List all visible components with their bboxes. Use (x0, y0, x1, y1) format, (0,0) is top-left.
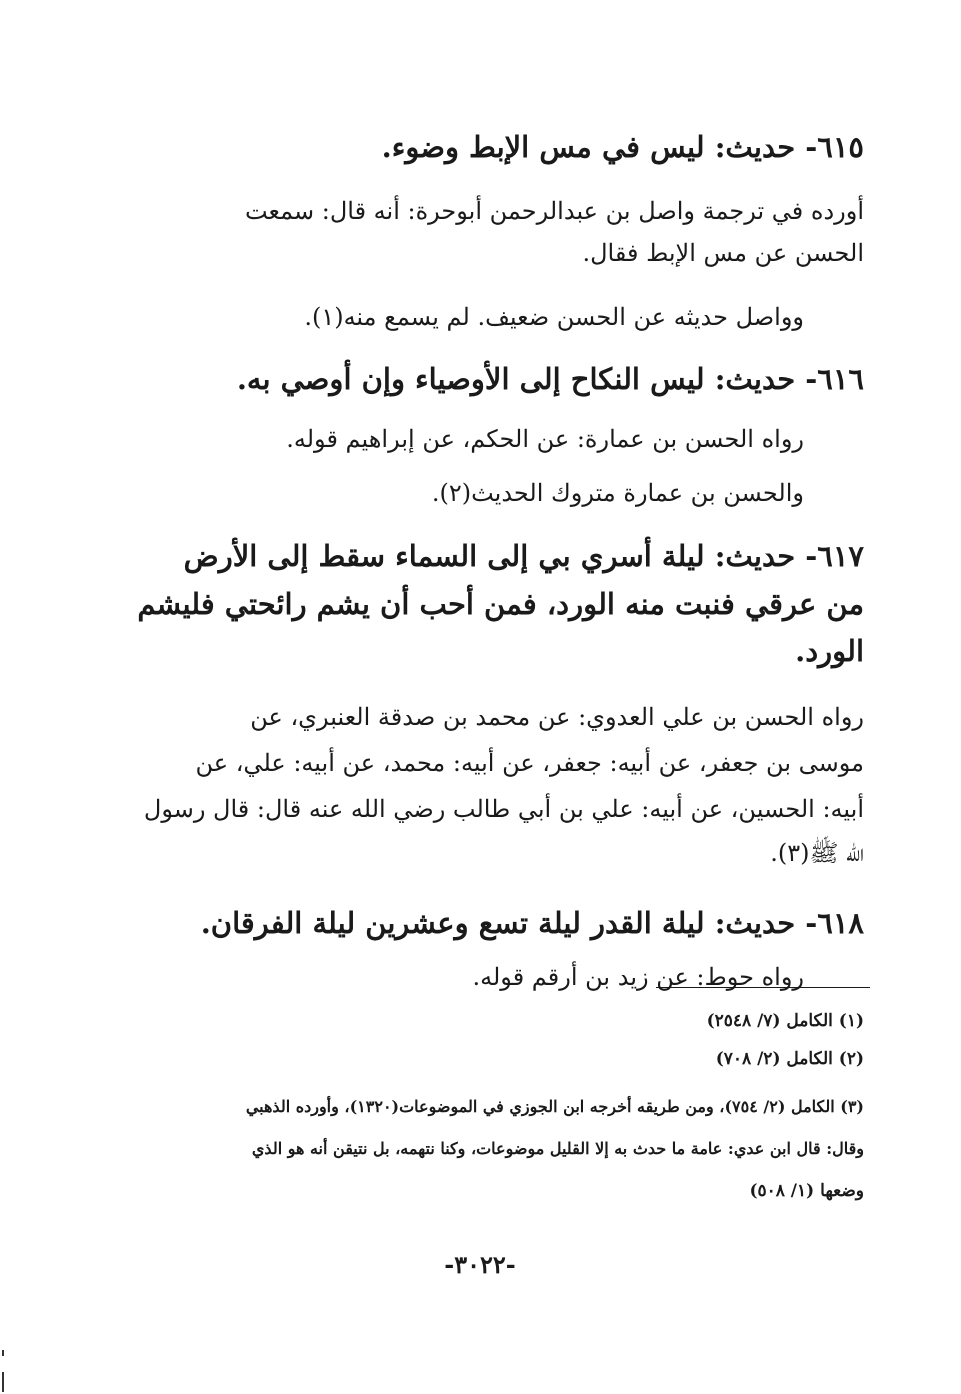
entry-618-heading: ٦١٨- حديث: ليلة القدر ليلة تسع وعشرين ليلة الفرقان. (200, 906, 864, 940)
entry-617-heading-line-2: من عرقي فنبت منه الورد، فمن أحب أن يشم رائحتي فليشم (137, 587, 864, 621)
entry-617-heading-line-1: ٦١٧- حديث: ليلة أسري بي إلى السماء سقط إلى الأرض (183, 539, 864, 573)
scan-edge-mark (2, 1372, 4, 1392)
footnote-3-line-3: وضعها (١/ ٥٠٨) (749, 1181, 864, 1201)
page-number: -٣٠٢٢- (444, 1250, 516, 1279)
entry-617-line-4: الله ﷺ(٣). (770, 839, 864, 867)
footnote-3-line-2: وقال: قال ابن عدي: عامة ما حدث به إلا القليل موضوعات، وكنا نتهمه، بل نتيقن أنه هو الذي (251, 1139, 864, 1158)
footnote-separator (656, 987, 870, 988)
entry-617-line-1: رواه الحسن بن علي العدوي: عن محمد بن صدقة العنبري، عن (250, 703, 864, 731)
scan-edge-mark (2, 1350, 4, 1356)
entry-615-heading: ٦١٥- حديث: ليس في مس الإبط وضوء. (381, 130, 864, 164)
entry-615-line-2: الحسن عن مس الإبط فقال. (582, 239, 864, 267)
entry-616-heading: ٦١٦- حديث: ليس النكاح إلى الأوصياء وإن أوصي به. (236, 362, 864, 396)
footnote-2: (٢) الكامل (٢/ ٧٠٨) (715, 1049, 864, 1069)
entry-617-line-3: أبيه: الحسين، عن أبيه: علي بن أبي طالب رضي الله عنه قال: قال رسول (143, 795, 864, 823)
entry-615-line-1: أورده في ترجمة واصل بن عبدالرحمن أبوحرة: أنه قال: سمعت (244, 197, 864, 225)
entry-616-line-2: والحسن بن عمارة متروك الحديث(٢). (431, 479, 804, 507)
entry-616-line-1: رواه الحسن بن عمارة: عن الحكم، عن إبراهيم قوله. (286, 425, 804, 453)
entry-618-line-1: رواه حوط: عن زيد بن أرقم قوله. (472, 963, 804, 991)
entry-617-heading-line-3: الورد. (795, 634, 864, 668)
entry-615-line-3: وواصل حديثه عن الحسن ضعيف. لم يسمع منه(١). (304, 303, 804, 331)
entry-617-line-2: موسى بن جعفر، عن أبيه: جعفر، عن أبيه: محمد، عن أبيه: علي، عن (195, 749, 864, 777)
footnote-3-line-1: (٣) الكامل (٢/ ٧٥٤)، ومن طريقه أخرجه ابن الجوزي في الموضوعات(١٣٢٠)، وأورده الذهبي (245, 1097, 864, 1116)
footnote-1: (١) الكامل (٧/ ٢٥٤٨) (706, 1011, 864, 1031)
